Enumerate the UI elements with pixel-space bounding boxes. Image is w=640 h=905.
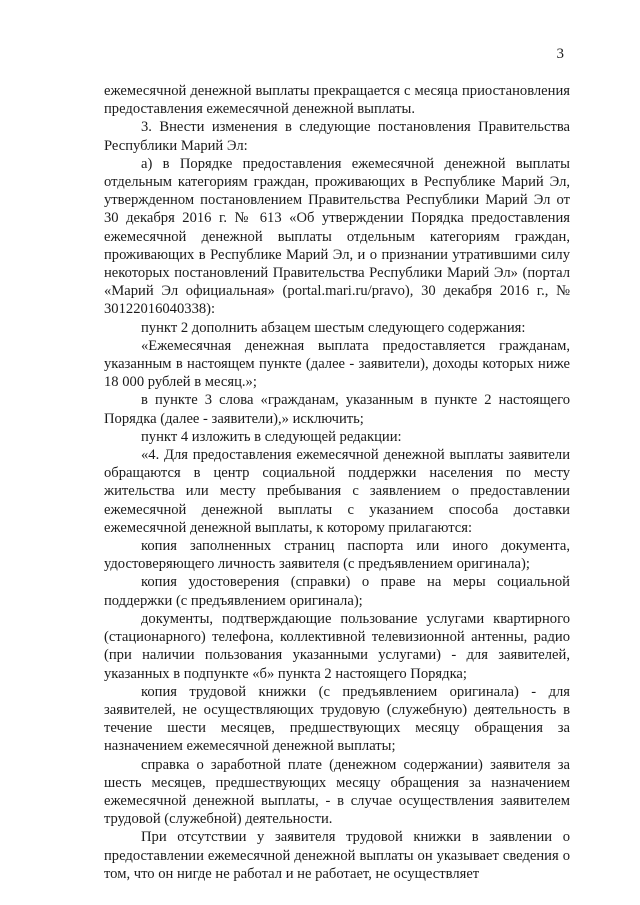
paragraph: При отсутствии у заявителя трудовой книжки в заявлении о предоставлении ежемесячной денежной выплаты он указывает сведения о том, что он нигде не работал и не работает, не осуществляет bbox=[104, 829, 570, 882]
paragraph: а) в Порядке предоставления ежемесячной денежной выплаты отдельным категориям граждан, проживающих в Республике Марий Эл, утвержденном постановлением Правительства Республики Марий Эл от 30 декабря 2016 г. № 613 «Об утверждении Порядка предоставления ежемесячной денежной выплаты отдельным категориям граждан, проживающих в Республике Марий Эл, и о признании утратившими силу некоторых постановлений Правительства Республики Марий Эл» (портал «Марий Эл официальная» (portal.mari.ru/pravo), 30 декабря 2016 г., № 30122016040338): bbox=[104, 155, 570, 318]
page-number: 3 bbox=[556, 46, 564, 62]
paragraph: пункт 4 изложить в следующей редакции: bbox=[141, 428, 402, 445]
paragraph: ежемесячной денежной выплаты прекращается с месяца приостановления предоставления ежемесячной денежной выплаты. bbox=[104, 83, 570, 118]
paragraph: в пункте 3 слова «гражданам, указанным в пункте 2 настоящего Порядка (далее - заявители),» исключить; bbox=[104, 392, 570, 427]
paragraph: копия заполненных страниц паспорта или иного документа, удостоверяющего личность заявителя (с предъявлением оригинала); bbox=[104, 538, 570, 573]
paragraph: копия удостоверения (справки) о праве на меры социальной поддержки (с предъявлением оригинала); bbox=[104, 574, 570, 609]
document-body bbox=[104, 82, 570, 883]
paragraph: пункт 2 дополнить абзацем шестым следующего содержания: bbox=[141, 319, 526, 336]
paragraph: копия трудовой книжки (с предъявлением оригинала) - для заявителей, не осуществляющих трудовую (служебную) деятельность в течение шести месяцев, предшествующих месяцу обращения за назначением ежемесячной денежной выплаты; bbox=[104, 683, 570, 755]
paragraph: документы, подтверждающие пользование услугами квартирного (стационарного) телефона, коллективной телевизионной антенны, радио (при наличии пользования указанными услугами) - для заявителей, указанных в подпункте «б» пункта 2 настоящего Порядка; bbox=[104, 610, 570, 682]
paragraph: «Ежемесячная денежная выплата предоставляется гражданам, указанным в настоящем пункте (далее - заявители), доходы которых ниже 18 000 рублей в месяц.»; bbox=[104, 337, 570, 391]
paragraph: «4. Для предоставления ежемесячной денежной выплаты заявители обращаются в центр социальной поддержки населения по месту жительства или месту пребывания с заявлением о предоставлении ежемесячной денежной выплаты с указанием способа доставки ежемесячной денежной выплаты, к которому прилагаются: bbox=[104, 447, 570, 536]
paragraph: справка о заработной плате (денежном содержании) заявителя за шесть месяцев, предшествующих месяцу обращения за назначением ежемесячной денежной выплаты, - в случае осуществления заявителем трудовой (служебной) деятельности. bbox=[104, 756, 570, 828]
paragraph: 3. Внести изменения в следующие постановления Правительства Республики Марий Эл: bbox=[104, 119, 570, 154]
